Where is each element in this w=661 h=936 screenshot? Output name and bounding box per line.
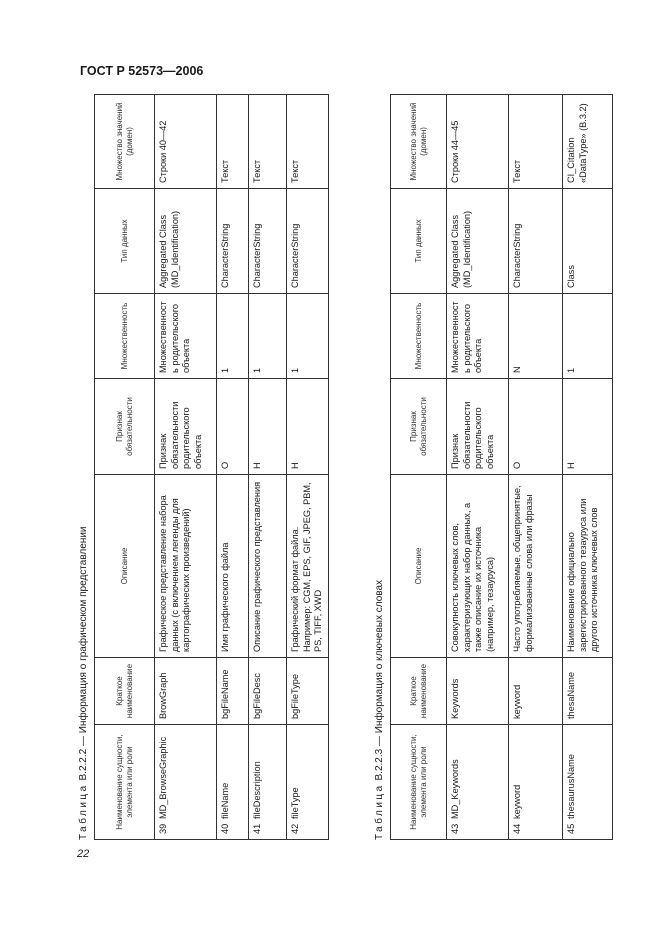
row-domain: CI_Citation «DataType» (B.3.2) xyxy=(563,95,613,189)
table-row xyxy=(287,95,329,840)
row-oblig: О xyxy=(509,379,563,475)
row-short: bgFileType xyxy=(287,658,329,725)
row-domain: Текст xyxy=(249,95,287,189)
row-desc: Графическое представление набора данных (с включением легенды для картографических произведений) xyxy=(155,475,217,658)
row-name: fileType xyxy=(290,787,300,819)
row-oblig: Н xyxy=(249,379,287,475)
table-caption-prefix: Таблица xyxy=(374,783,385,840)
row-desc: Часто употребляемые, общепринятые, формализованные слова или фразы xyxy=(509,475,563,658)
row-short: thesaName xyxy=(563,658,613,725)
table-caption-text: B.2.2.3 — Информация о ключевых словах xyxy=(374,579,385,781)
row-name: keyword xyxy=(512,784,522,819)
row-mult: Множественность родительского объекта xyxy=(447,294,509,379)
table-row xyxy=(447,95,509,840)
row-type: CharacterString xyxy=(509,189,563,294)
row-mult: 1 xyxy=(249,294,287,379)
row-domain: Текст xyxy=(509,95,563,189)
row-desc: Совокупность ключевых слов, характеризующих набор данных, а также описание их источника (например, тезауруса) xyxy=(447,475,509,658)
row-short: keyword xyxy=(509,658,563,725)
col-header-desc: Описание xyxy=(391,475,447,658)
col-header-domain: Множество значений (домен) xyxy=(391,95,447,189)
row-oblig: Признак обязательности родительского объекта xyxy=(155,379,217,475)
row-type: Aggregated Class (MD_Identification) xyxy=(155,189,217,294)
row-short: bgFileName xyxy=(217,658,249,725)
table-block-keywords xyxy=(374,95,614,840)
row-number: 41 xyxy=(252,823,262,834)
col-header-name: Наименование сущности, элемента или роли xyxy=(95,725,155,840)
table-caption-text: B.2.2.2 — Информация о графическом представлении xyxy=(78,526,89,781)
row-number: 39 xyxy=(158,823,168,834)
row-type: Aggregated Class (MD_Identification) xyxy=(447,189,509,294)
table-row xyxy=(217,95,249,840)
row-type: CharacterString xyxy=(217,189,249,294)
row-desc: Описание графического представления xyxy=(249,475,287,658)
col-header-domain: Множество значений (домен) xyxy=(95,95,155,189)
col-header-type: Тип данных xyxy=(95,189,155,294)
row-type: Class xyxy=(563,189,613,294)
row-name: fileName xyxy=(220,782,230,819)
row-mult: 1 xyxy=(563,294,613,379)
row-short: Keywords xyxy=(447,658,509,725)
col-header-desc: Описание xyxy=(95,475,155,658)
table-row xyxy=(509,95,563,840)
row-mult: N xyxy=(509,294,563,379)
row-short: bgFileDesc xyxy=(249,658,287,725)
table-row xyxy=(249,95,287,840)
table-caption xyxy=(374,580,385,840)
table-block-browse-graphic xyxy=(78,95,326,840)
col-header-type: Тип данных xyxy=(391,189,447,294)
keywords-table xyxy=(390,94,613,840)
table-caption-prefix: Таблица xyxy=(78,783,89,840)
row-oblig: Н xyxy=(287,379,329,475)
table-row xyxy=(155,95,217,840)
col-header-short: Краткое наименование xyxy=(95,658,155,725)
row-desc: Графический формат файла. Например: CGM, EPS, GIF, JPEG, PBM, PS, TIFF, XWD xyxy=(287,475,329,658)
row-type: CharacterString xyxy=(287,189,329,294)
table-caption xyxy=(78,526,89,840)
row-oblig: Признак обязательности родительского объекта xyxy=(447,379,509,475)
row-domain: Строки 44—45 xyxy=(447,95,509,189)
row-number: 42 xyxy=(290,823,300,834)
table-row xyxy=(563,95,613,840)
row-mult: 1 xyxy=(217,294,249,379)
row-type: CharacterString xyxy=(249,189,287,294)
row-mult: 1 xyxy=(287,294,329,379)
row-number: 43 xyxy=(450,823,460,834)
row-domain: Текст xyxy=(287,95,329,189)
col-header-name: Наименование сущности, элемента или роли xyxy=(391,725,447,840)
page-number: 22 xyxy=(77,848,90,860)
row-domain: Текст xyxy=(217,95,249,189)
row-desc: Имя графического файла xyxy=(217,475,249,658)
row-desc: Наименование официально зарегистрированного тезауруса или другого источника ключевых слов xyxy=(563,475,613,658)
row-oblig: Н xyxy=(563,379,613,475)
col-header-mult: Множественность xyxy=(391,294,447,379)
row-number: 45 xyxy=(566,823,576,834)
row-name: fileDescription xyxy=(252,761,262,819)
row-name: MD_Keywords xyxy=(450,759,460,819)
col-header-mult: Множественность xyxy=(95,294,155,379)
browse-graphic-table xyxy=(94,94,329,840)
row-name: thesaurusName xyxy=(566,754,576,819)
row-domain: Строки 40—42 xyxy=(155,95,217,189)
col-header-oblig: Признак обязательности xyxy=(95,379,155,475)
row-oblig: О xyxy=(217,379,249,475)
row-name: MD_BrowseGraphic xyxy=(158,736,168,819)
row-mult: Множественность родительского объекта xyxy=(155,294,217,379)
row-short: BrowGraph xyxy=(155,658,217,725)
document-header: ГОСТ Р 52573—2006 xyxy=(80,64,204,78)
col-header-short: Краткое наименование xyxy=(391,658,447,725)
row-number: 44 xyxy=(512,823,522,834)
col-header-oblig: Признак обязательности xyxy=(391,379,447,475)
row-number: 40 xyxy=(220,823,230,834)
